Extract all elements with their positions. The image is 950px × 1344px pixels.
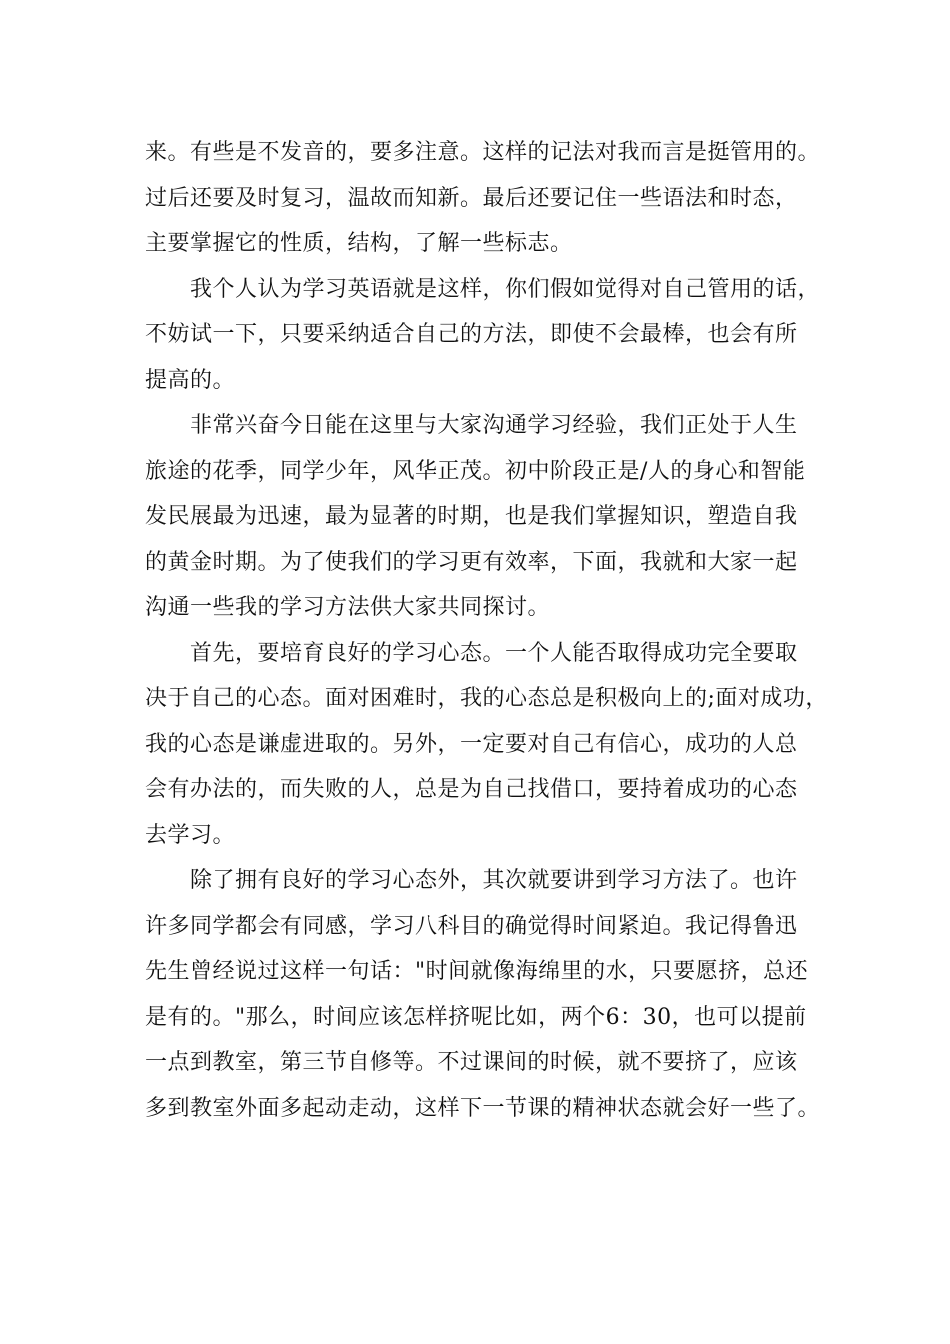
text-line: 会有办法的，而失败的人，总是为自己找借口，要持着成功的心态 (145, 777, 798, 802)
text-line: 主要掌握它的性质，结构，了解一些标志。 (145, 231, 573, 256)
text-line: 我的心态是谦虚进取的。另外，一定要对自己有信心，成功的人总 (145, 731, 798, 757)
text-line: 多到教室外面多起动走动，这样下一节课的精神状态就会好一些了。 (145, 1095, 821, 1121)
text-line: 一点到教室，第三节自修等。不过课间的时候，就不要挤了，应该 (145, 1050, 798, 1075)
text-line: 决于自己的心态。面对困难时，我的心态总是积极向上的;面对成功， (145, 686, 828, 711)
text-line: 的黄金时期。为了使我们的学习更有效率，下面，我就和大家一起 (145, 549, 798, 575)
text-line: 不妨试一下，只要采纳适合自己的方法，即使不会最棒，也会有所 (145, 322, 798, 347)
text-line: 先生曾经说过这样一句话："时间就像海绵里的水，只要愿挤，总还 (145, 959, 809, 984)
text-line: 发民展最为迅速，最为显著的时期，也是我们掌握知识，塑造自我 (145, 504, 798, 529)
text-line: 过后还要及时复习，温故而知新。最后还要记住一些语法和时态， (145, 185, 798, 211)
text-line: 非常兴奋今日能在这里与大家沟通学习经验，我们正处于人生 (190, 413, 798, 438)
text-line: 首先，要培育良好的学习心态。一个人能否取得成功完全要取 (190, 640, 798, 666)
text-line: 除了拥有良好的学习心态外，其次就要讲到学习方法了。也许 (190, 868, 798, 893)
text-line: 沟通一些我的学习方法供大家共同探讨。 (145, 595, 551, 620)
paragraph (145, 267, 821, 404)
text-line: 许多同学都会有同感，学习八科目的确觉得时间紧迫。我记得鲁迅 (145, 913, 798, 939)
text-line: 提高的。 (145, 367, 236, 393)
text-line: 去学习。 (145, 822, 236, 848)
paragraph (145, 858, 821, 1131)
paragraph (145, 631, 828, 859)
text-line: 来。有些是不发音的，要多注意。这样的记法对我而言是挺管用的。 (145, 140, 821, 165)
paragraph (145, 130, 821, 267)
text-line: 旅途的花季，同学少年，风华正茂。初中阶段正是/人的身心和智能 (145, 458, 806, 484)
text-line: 我个人认为学习英语就是这样，你们假如觉得对自己管用的话， (190, 276, 821, 302)
text-line: 是有的。"那么，时间应该怎样挤呢比如，两个6：30，也可以提前 (145, 1004, 807, 1030)
document-body (145, 130, 828, 1131)
paragraph (145, 403, 815, 631)
